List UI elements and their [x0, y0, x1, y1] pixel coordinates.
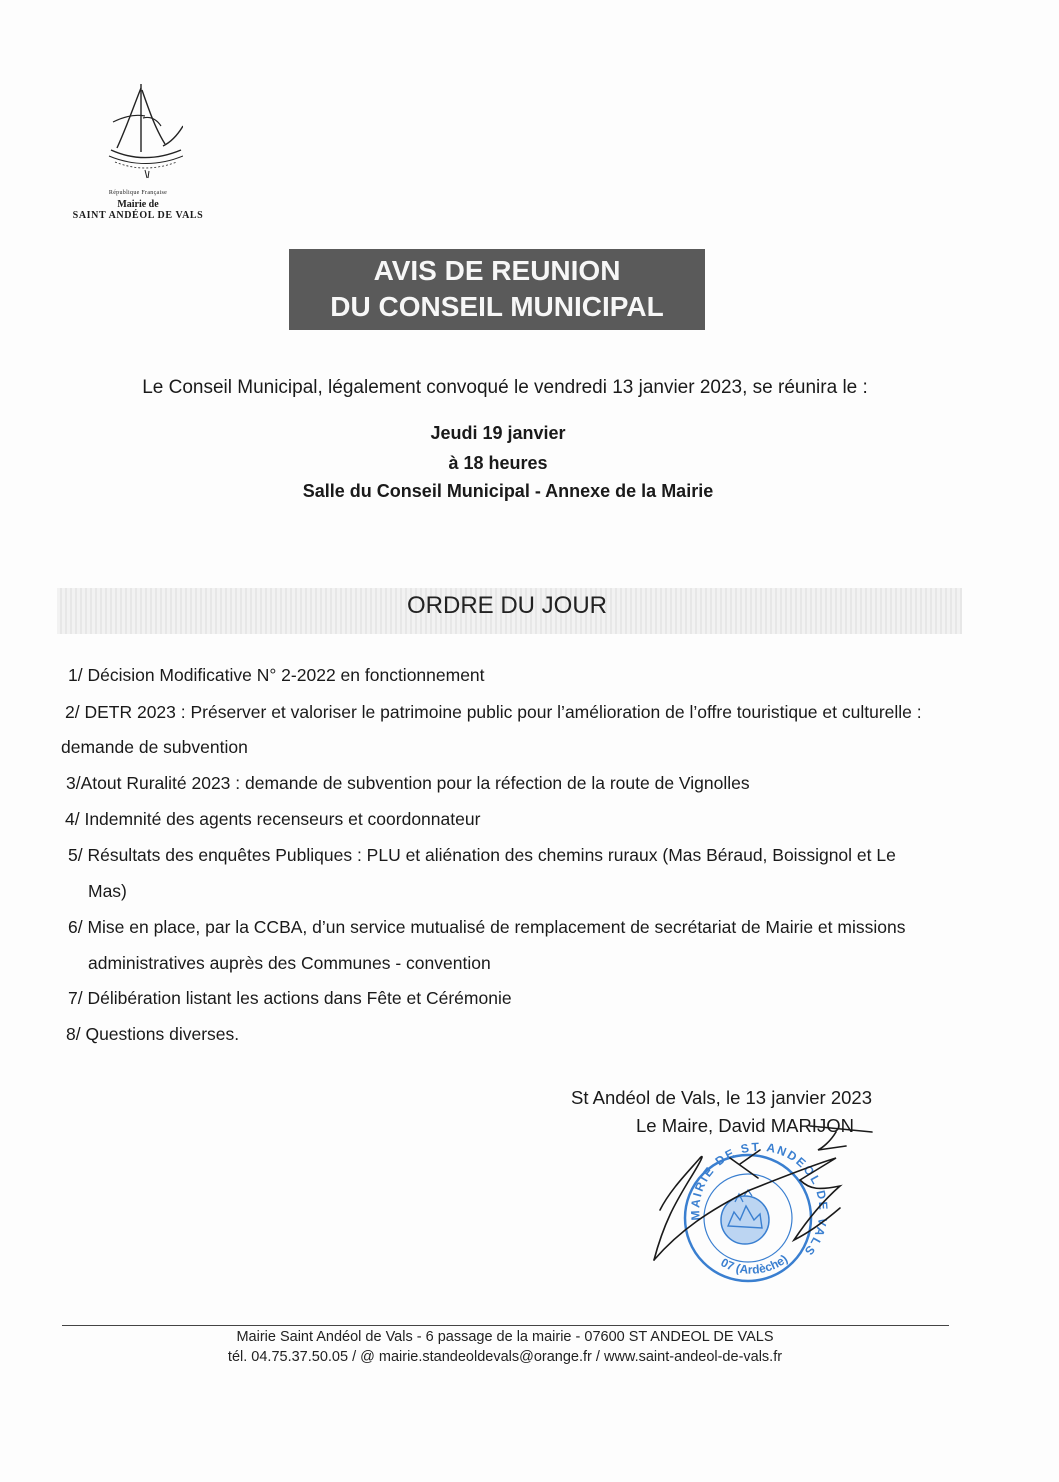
agenda-item: 3/Atout Ruralité 2023 : demande de subvention pour la réfection de la route de Vignolles [66, 773, 750, 793]
meeting-date: Jeudi 19 janvier [430, 423, 566, 443]
footer-address: Mairie Saint Andéol de Vals - 6 passage de la mairie - 07600 ST ANDEOL DE VALS [236, 1329, 774, 1345]
mairie-logo [58, 78, 218, 221]
agenda-item: 1/ Décision Modificative N° 2-2022 en fonctionnement [68, 665, 485, 685]
agenda-title: ORDRE DU JOUR [406, 592, 607, 619]
republique-francaise-label: République Française [108, 190, 168, 196]
meeting-time: à 18 heures [448, 453, 548, 473]
agenda-item: 8/ Questions diverses. [66, 1024, 240, 1044]
agenda-item-continuation: Mas) [88, 881, 127, 901]
convocation-text: Le Conseil Municipal, légalement convoqué le vendredi 13 janvier 2023, se réunira le : [142, 377, 868, 398]
mairie-label: Mairie de [117, 199, 159, 210]
agenda-item: 6/ Mise en place, par la CCBA, d’un service mutualisé de remplacement de secrétariat de Mairie et missions [68, 917, 906, 937]
mairie-stamp [640, 1120, 880, 1290]
commune-name: SAINT ANDÉOL DE VALS [72, 210, 204, 221]
agenda-item-continuation: demande de subvention [61, 737, 248, 757]
agenda-item-continuation: administratives auprès des Communes - convention [88, 953, 491, 973]
notice-title-box [289, 249, 705, 330]
agenda-item: 2/ DETR 2023 : Préserver et valoriser le patrimoine public pour l’amélioration de l’offre touristique et culturelle : [65, 702, 922, 722]
stamp-text: MAIRIE DE ST ANDEOL DE VALS [688, 1139, 831, 1260]
meeting-place: Salle du Conseil Municipal - Annexe de la Mairie [302, 481, 714, 501]
agenda-item: 7/ Délibération listant les actions dans Fête et Cérémonie [68, 988, 512, 1008]
footer-divider [62, 1325, 949, 1326]
agenda-item: 5/ Résultats des enquêtes Publiques : PLU et aliénation des chemins ruraux (Mas Béraud, Boissignol et Le [68, 845, 896, 865]
sailboat-logo-icon [93, 78, 183, 188]
stamp-department: 07 (Ardèche) [718, 1251, 791, 1277]
mayor-name: Le Maire, David MARIJON [636, 1115, 854, 1136]
agenda-item: 4/ Indemnité des agents recenseurs et coordonnateur [65, 809, 481, 829]
footer-contact: tél. 04.75.37.50.05 / @ mairie.standeoldevals@orange.fr / www.saint-andeol-de-vals.fr [227, 1349, 783, 1365]
place-and-date: St Andéol de Vals, le 13 janvier 2023 [571, 1087, 873, 1108]
title-line-2: DU CONSEIL MUNICIPAL [330, 291, 664, 322]
title-line-1: AVIS DE REUNION [373, 255, 621, 286]
